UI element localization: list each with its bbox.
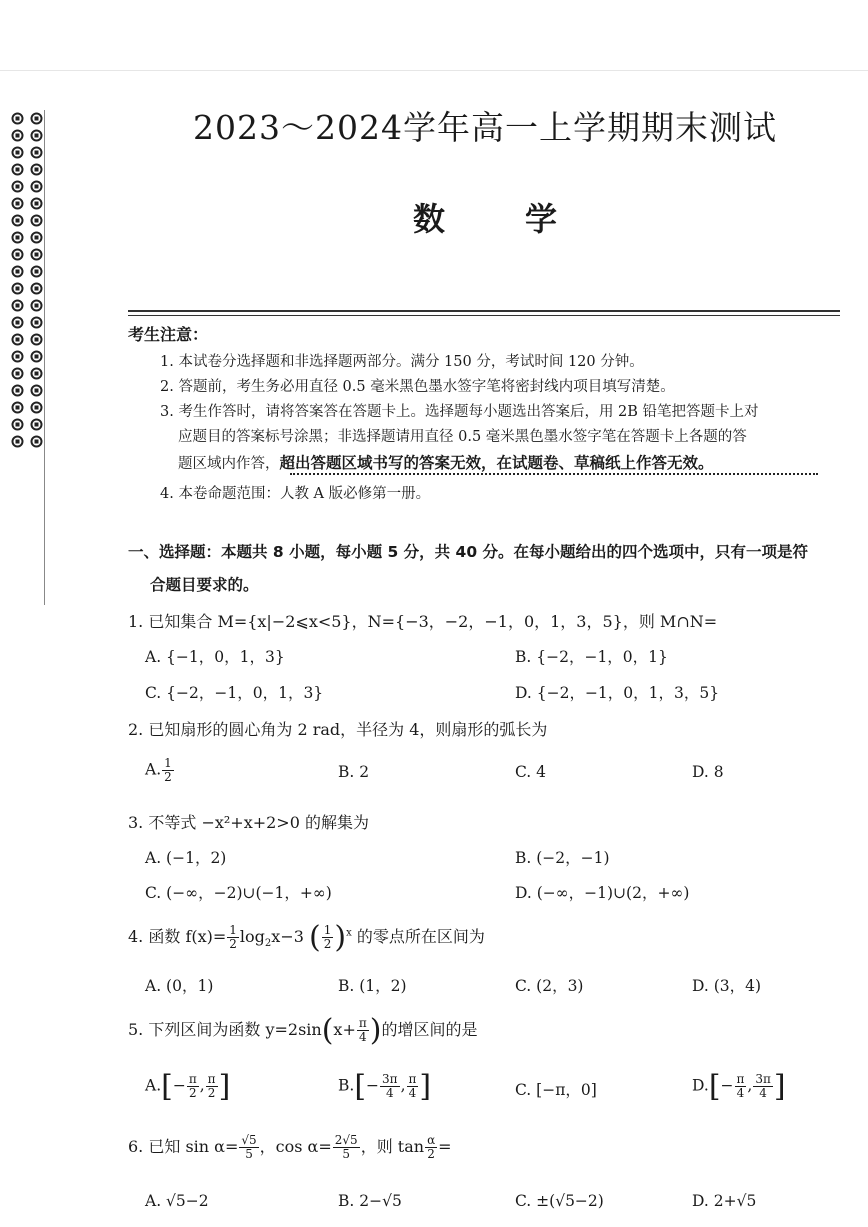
- notice-item: 1. 本试卷分选择题和非选择题两部分。满分 150 分，考试时间 120 分钟。: [160, 354, 644, 370]
- subscript: 2: [264, 938, 272, 950]
- bracket-left: [: [354, 1069, 367, 1104]
- frac-den: 2: [164, 770, 172, 784]
- notice-emphasis: 超出答题区域书写的答案无效，在试题卷、草稿纸上作答无效。: [279, 454, 714, 472]
- fraction: [735, 1073, 747, 1100]
- frac-num: √5: [241, 1133, 257, 1147]
- stem-text: 的零点所在区间为: [356, 927, 485, 946]
- exam-title: 2023～2024学年高一上学期期末测试: [193, 108, 777, 147]
- paren-left: (: [321, 1013, 334, 1048]
- fraction: [239, 1134, 258, 1161]
- fraction: [380, 1073, 400, 1100]
- notice-heading: 考生注意：: [128, 325, 209, 344]
- fraction: [187, 1073, 199, 1100]
- question-2-stem: 2. 已知扇形的圆心角为 2 rad，半径为 4，则扇形的弧长为: [128, 720, 548, 739]
- notice-item: 2. 答题前，考生务必用直径 0.5 毫米黑色墨水签字笔将密封线内项目填写清楚。: [160, 379, 675, 395]
- frac-den: 4: [358, 1030, 367, 1044]
- fraction: [206, 1073, 218, 1100]
- q1-option-d: D. {−2，−1，0，1，3，5}: [515, 684, 720, 702]
- notice-text: 题区域内作答，: [178, 456, 280, 472]
- question-1-stem: 1. 已知集合 M={x|−2⩽x<5}，N={−3，−2，−1，0，1，3，5}，则 M∩N=: [128, 612, 718, 631]
- frac-den: 2: [427, 1147, 435, 1161]
- q2-option-a: [145, 757, 175, 784]
- option-text: ,: [400, 1076, 406, 1095]
- q6-option-d: D. 2+√5: [692, 1192, 757, 1210]
- frac-den: 4: [385, 1086, 394, 1100]
- stem-text: ，cos α=: [259, 1137, 332, 1156]
- q1-option-a: A. {−1，0，1，3}: [145, 648, 285, 666]
- fraction: [357, 1017, 369, 1044]
- emphasis-dots: [290, 473, 818, 475]
- question-3-stem: 3. 不等式 −x²+x+2>0 的解集为: [128, 813, 369, 832]
- frac-num: 3π: [755, 1072, 771, 1086]
- q6-option-a: A. √5−2: [145, 1192, 209, 1210]
- frac-den: 2: [188, 1086, 197, 1100]
- subject-char: 学: [525, 200, 558, 238]
- frac-num: π: [188, 1072, 197, 1086]
- frac-den: 2: [207, 1086, 216, 1100]
- divider-thin: [128, 315, 840, 316]
- frac-den: 4: [759, 1086, 767, 1100]
- frac-den: 4: [736, 1086, 745, 1100]
- stem-text: x+: [333, 1020, 356, 1039]
- option-text: ,: [199, 1076, 205, 1095]
- q2-option-d: D. 8: [692, 763, 724, 781]
- question-6-stem: [128, 1134, 452, 1161]
- option-text: −: [366, 1076, 380, 1095]
- fraction: [407, 1073, 419, 1100]
- binding-line: [44, 110, 45, 605]
- section-heading: 一、选择题：本题共 8 小题，每小题 5 分，共 40 分。在每小题给出的四个选项中，只有一项是符: [128, 543, 809, 561]
- q3-option-d: D. (−∞，−1)∪(2，+∞): [515, 884, 690, 902]
- stem-text: ，则 tan: [360, 1137, 425, 1156]
- bracket-right: ]: [218, 1069, 231, 1104]
- q2-option-c: C. 4: [515, 763, 547, 781]
- option-letter: A.: [145, 760, 162, 779]
- notice-item: 4. 本卷命题范围：人教 A 版必修第一册。: [160, 486, 431, 502]
- frac-den: 5: [342, 1147, 351, 1161]
- stem-text: 的增区间的是: [381, 1020, 478, 1039]
- fraction: [753, 1073, 773, 1100]
- q4-option-b: B. (1，2): [338, 977, 407, 995]
- frac-num: 1: [323, 923, 332, 937]
- exam-subject: [130, 194, 840, 240]
- frac-num: π: [408, 1072, 417, 1086]
- frac-num: π: [736, 1072, 745, 1086]
- fraction: [333, 1134, 360, 1161]
- q3-option-a: A. (−1，2): [145, 849, 227, 867]
- frac-num: 3π: [382, 1072, 398, 1086]
- binding-seal-pattern: [8, 110, 46, 450]
- q5-option-c: C. [−π，0]: [515, 1081, 597, 1099]
- paren-right: ): [369, 1013, 382, 1048]
- q1-option-c: C. {−2，−1，0，1，3}: [145, 684, 324, 702]
- option-letter: D.: [692, 1076, 709, 1095]
- q3-option-b: B. (−2，−1): [515, 849, 610, 867]
- q1-option-b: B. {−2，−1，0，1}: [515, 648, 668, 666]
- frac-den: 4: [408, 1086, 417, 1100]
- q4-option-a: A. (0，1): [145, 977, 214, 995]
- bracket-right: ]: [419, 1069, 432, 1104]
- frac-num: α: [427, 1133, 436, 1147]
- q4-option-c: C. (2，3): [515, 977, 584, 995]
- question-4-stem: [128, 920, 485, 955]
- frac-num: π: [358, 1016, 367, 1030]
- fraction: [227, 924, 239, 951]
- option-text: −: [172, 1076, 186, 1095]
- frac-den: 2: [229, 937, 237, 951]
- q2-option-b: B. 2: [338, 763, 370, 781]
- option-letter: B.: [338, 1076, 355, 1095]
- option-text: −: [720, 1076, 734, 1095]
- divider-thick: [128, 310, 840, 312]
- stem-text: 5. 下列区间为函数 y=2sin: [128, 1020, 322, 1039]
- option-letter: A.: [145, 1076, 162, 1095]
- frac-num: 2√5: [334, 1133, 358, 1147]
- superscript: x: [346, 927, 352, 939]
- stem-text: =: [438, 1137, 452, 1156]
- q6-option-b: B. 2−√5: [338, 1192, 402, 1210]
- q4-option-d: D. (3，4): [692, 977, 762, 995]
- q3-option-c: C. (−∞，−2)∪(−1，+∞): [145, 884, 332, 902]
- fraction: [425, 1134, 437, 1161]
- q5-option-d: [692, 1069, 786, 1104]
- fraction: [162, 757, 174, 784]
- bracket-left: [: [161, 1069, 173, 1104]
- top-margin: [0, 0, 868, 70]
- frac-num: π: [207, 1072, 216, 1086]
- stem-text: 6. 已知 sin α=: [128, 1137, 239, 1156]
- frac-den: 5: [245, 1147, 253, 1161]
- frac-num: 1: [164, 756, 172, 770]
- stem-text: x−3: [271, 927, 304, 946]
- notice-item: [178, 451, 714, 473]
- exam-paper: [0, 70, 868, 1227]
- q5-option-b: [338, 1069, 431, 1104]
- fraction: [322, 924, 334, 951]
- q6-option-c: C. ±(√5−2): [515, 1192, 604, 1210]
- section-heading-cont: 合题目要求的。: [150, 576, 259, 594]
- notice-item: 应题目的答案标号涂黑；非选择题请用直径 0.5 毫米黑色墨水签字笔在答题卡上各题的答: [178, 429, 747, 445]
- q5-option-a: [145, 1069, 230, 1104]
- frac-num: 1: [229, 923, 237, 937]
- question-5-stem: [128, 1013, 477, 1048]
- stem-text: log: [239, 927, 265, 946]
- bracket-right: ]: [773, 1069, 786, 1104]
- paren-left: (: [309, 920, 321, 955]
- frac-den: 2: [323, 937, 332, 951]
- stem-text: 4. 函数 f(x)=: [128, 927, 227, 946]
- notice-item: 3. 考生作答时，请将答案答在答题卡上。选择题每小题选出答案后，用 2B 铅笔把答题卡上对: [160, 404, 759, 420]
- paren-right: ): [334, 920, 347, 955]
- subject-char: 数: [412, 200, 445, 238]
- option-text: ,: [747, 1076, 753, 1095]
- bracket-left: [: [708, 1069, 721, 1104]
